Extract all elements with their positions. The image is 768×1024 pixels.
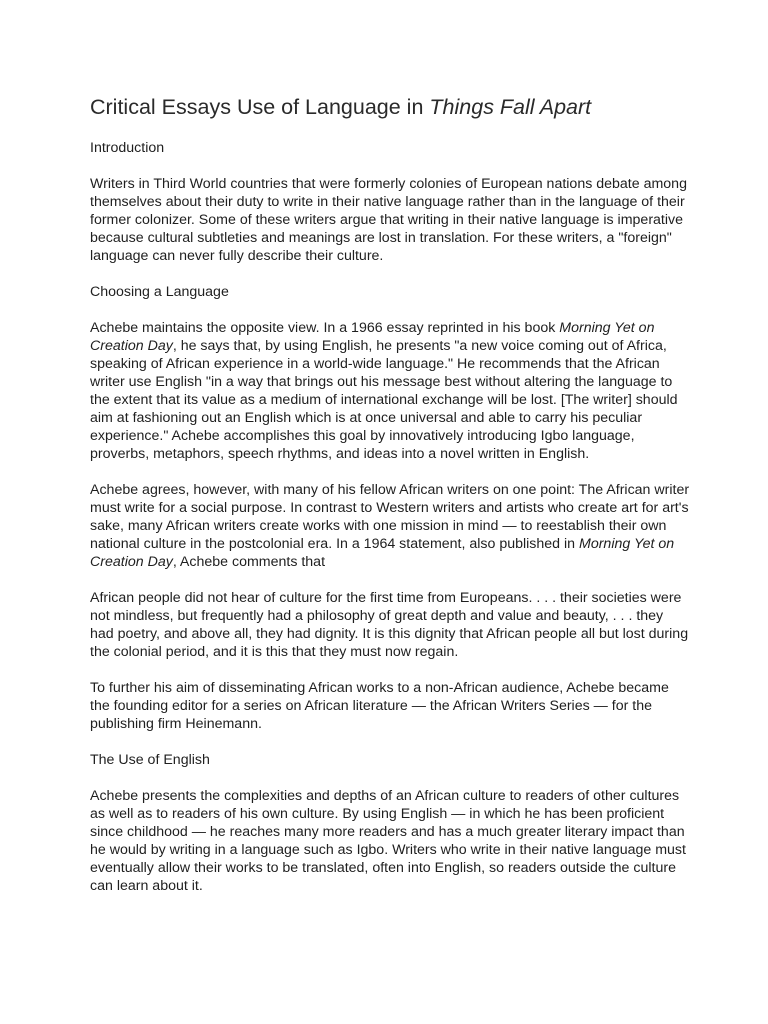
- use-of-english-heading: The Use of English: [90, 752, 210, 768]
- choosing-paragraph-2: [90, 481, 690, 571]
- english-paragraph: Achebe presents the complexities and depths of an African culture to readers of other cultures as well as to readers of his own culture. By using English — in which he has been proficient since childhood — he reaches many more readers and has a much greater literary impact than he would by writing in a language such as Igbo. Writers who write in their native language must eventually allow their works to be translated, often into English, so readers outside the culture can learn about it.: [90, 788, 686, 894]
- choosing-paragraph-1: [90, 319, 690, 463]
- further-paragraph: To further his aim of disseminating African works to a non-African audience, Achebe became the founding editor for a series on African literature — the African Writers Series — for the publishing firm Heinemann.: [90, 680, 669, 732]
- choosing-p1-book: Morning Yet on Creation Day: [90, 320, 655, 354]
- title-prefix: Critical Essays Use of Language in: [90, 95, 430, 119]
- choosing-p2-after: , Achebe comments that: [172, 554, 326, 570]
- document-page: [90, 92, 690, 913]
- title-book-name: Things Fall Apart: [429, 95, 592, 119]
- choosing-p1-before: Achebe maintains the opposite view. In a 1966 essay reprinted in his book: [90, 320, 560, 336]
- page-title: [90, 92, 690, 122]
- choosing-p2-book: Morning Yet on Creation Day: [90, 536, 675, 570]
- intro-paragraph: Writers in Third World countries that were formerly colonies of European nations debate among themselves about their duty to write in their native language rather than in the language of their former colonizer. Some of these writers argue that writing in their native language is imperative because cultural subtleties and meanings are lost in translation. For these writers, a "foreign" language can never fully describe their culture.: [90, 176, 687, 264]
- introduction-heading: Introduction: [90, 140, 165, 156]
- choosing-p2-before: Achebe agrees, however, with many of his fellow African writers on one point: The African writer must write for a social purpose. In contrast to Western writers and artists who create art for art's sake, many African writers create works with one mission in mind — to reestablish their own national culture in the postcolonial era. In a 1964 statement, also published in: [90, 482, 690, 552]
- choosing-p1-after: , he says that, by using English, he presents "a new voice coming out of Africa, speaking of African experience in a world-wide language." He recommends that the African writer use English "in a way that brings out his message best without altering the language to the extent that its value as a medium of international exchange will be lost. [The writer] should aim at fashioning out an English which is at once universal and able to carry his peculiar experience." Achebe accomplishes this goal by innovatively introducing Igbo language, proverbs, metaphors, speech rhythms, and ideas into a novel written in English.: [90, 338, 678, 462]
- quote-paragraph: African people did not hear of culture for the first time from Europeans. . . . their societies were not mindless, but frequently had a philosophy of great depth and value and beauty, . . . they had poetry, and above all, they had dignity. It is this dignity that African people all but lost during the colonial period, and it is this that they must now regain.: [90, 590, 689, 660]
- choosing-language-heading: Choosing a Language: [90, 284, 229, 300]
